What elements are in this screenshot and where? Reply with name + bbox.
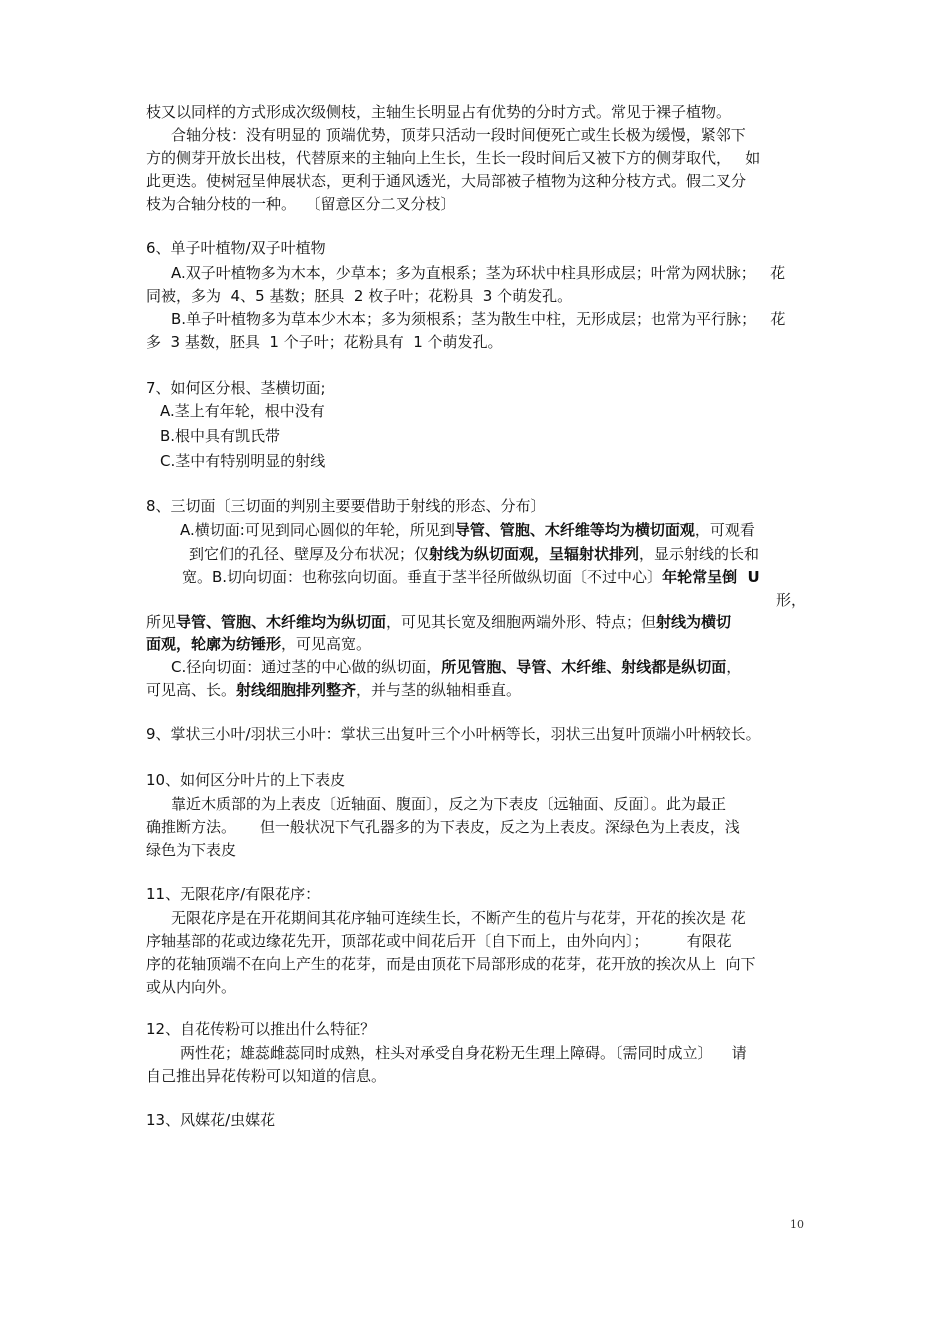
- text-line: 枝为合轴分枝的一种。 〔留意区分二叉分枝〕: [146, 195, 456, 213]
- section-heading: 10、如何区分叶片的上下表皮: [146, 771, 346, 789]
- text-line: 无限花序是在开花期间其花序轴可连续生长，不断产生的苞片与花芽，开花的挨次是 花: [171, 909, 746, 927]
- text-line: 可见高、长。射线细胞排列整齐，并与茎的纵轴相垂直。: [146, 681, 522, 699]
- text-line: 两性花；雄蕊雌蕊同时成熟，柱头对承受自身花粉无生理上障碍。〔需同时成立〕 请: [180, 1044, 747, 1062]
- text-line: 宽。B.切向切面：也称弦向切面。垂直于茎半径所做纵切面〔不过中心〕年轮常呈倒 U: [182, 568, 760, 586]
- text-line: B.单子叶植物多为草本少木本；多为须根系；茎为散生中柱，无形成层；也常为平行脉； 花: [171, 310, 786, 328]
- section-heading: 12、自花传粉可以推出什么特征？: [146, 1020, 376, 1038]
- text-line: 靠近木质部的为上表皮〔近轴面、腹面〕，反之为下表皮〔远轴面、反面〕。此为最正: [171, 795, 727, 813]
- text-line: A.双子叶植物多为木本，少草本；多为直根系；茎为环状中柱具形成层；叶常为网状脉； 花: [171, 264, 786, 282]
- text-line: 枝又以同样的方式形成次级侧枝，主轴生长明显占有优势的分时方式。常见于裸子植物。: [146, 103, 732, 121]
- text-line: 确推断方法。 但一般状况下气孔器多的为下表皮，反之为上表皮。深绿色为上表皮，浅: [146, 818, 740, 836]
- list-item: C.茎中有特别明显的射线: [160, 452, 326, 470]
- list-item: A.茎上有年轮，根中没有: [160, 402, 325, 420]
- text-line: 同被，多为 4、5 基数；胚具 2 枚子叶；花粉具 3 个萌发孔。: [146, 287, 573, 305]
- text-line: 到它们的孔径、壁厚及分布状况；仅射线为纵切面观，呈辐射状排列，显示射线的长和: [189, 545, 760, 563]
- text-line: 此更迭。使树冠呈伸展状态，更利于通风透光，大局部被子植物为这种分枝方式。假二叉分: [146, 172, 747, 190]
- section-heading: 11、无限花序/有限花序：: [146, 885, 321, 903]
- text-line: 序的花轴顶端不在向上产生的花芽，而是由顶花下局部形成的花芽，花开放的挨次从上 向下: [146, 955, 756, 973]
- list-item: B.根中具有凯氏带: [160, 427, 281, 445]
- section-heading: 13、风媒花/虫媒花: [146, 1111, 276, 1129]
- text-line: C.径向切面：通过茎的中心做的纵切面，所见管胞、导管、木纤维、射线都是纵切面，: [171, 658, 742, 676]
- text-line: 或从内向外。: [146, 978, 237, 996]
- section-heading: 8、三切面〔三切面的判别主要要借助于射线的形态、分布〕: [146, 497, 546, 515]
- text-line: 所见导管、管胞、木纤维均为纵切面，可见其长宽及细胞两端外形、特点；但射线为横切: [146, 613, 732, 631]
- page-number: 10: [790, 1218, 804, 1231]
- text-line: 自己推出异花传粉可以知道的信息。: [146, 1067, 387, 1085]
- text-line: 形，: [776, 591, 807, 609]
- text-line: 合轴分枝：没有明显的 顶端优势，顶芽只活动一段时间便死亡或生长极为缓慢，紧邻下: [171, 126, 746, 144]
- text-line: 面观，轮廓为纺锤形，可见高宽。: [146, 635, 372, 653]
- text-line: 序轴基部的花或边缘花先开，顶部花或中间花后开〔自下而上，由外向内〕； 有限花: [146, 932, 732, 950]
- text-line: 多 3 基数，胚具 1 个子叶；花粉具有 1 个萌发孔。: [146, 333, 503, 351]
- section-heading: 7、如何区分根、茎横切面;: [146, 379, 326, 397]
- section-heading: 6、单子叶植物/双子叶植物: [146, 239, 326, 257]
- section-heading: 9、掌状三小叶/羽状三小叶：掌状三出复叶三个小叶柄等长，羽状三出复叶顶端小叶柄较长。: [146, 725, 761, 743]
- text-line: 方的侧芽开放长出枝，代替原来的主轴向上生长，生长一段时间后又被下方的侧芽取代， 如: [146, 149, 761, 167]
- text-line: A.横切面:可见到同心圆似的年轮，所见到导管、管胞、木纤维等均为横切面观，可观看: [180, 521, 755, 539]
- text-line: 绿色为下表皮: [146, 841, 237, 859]
